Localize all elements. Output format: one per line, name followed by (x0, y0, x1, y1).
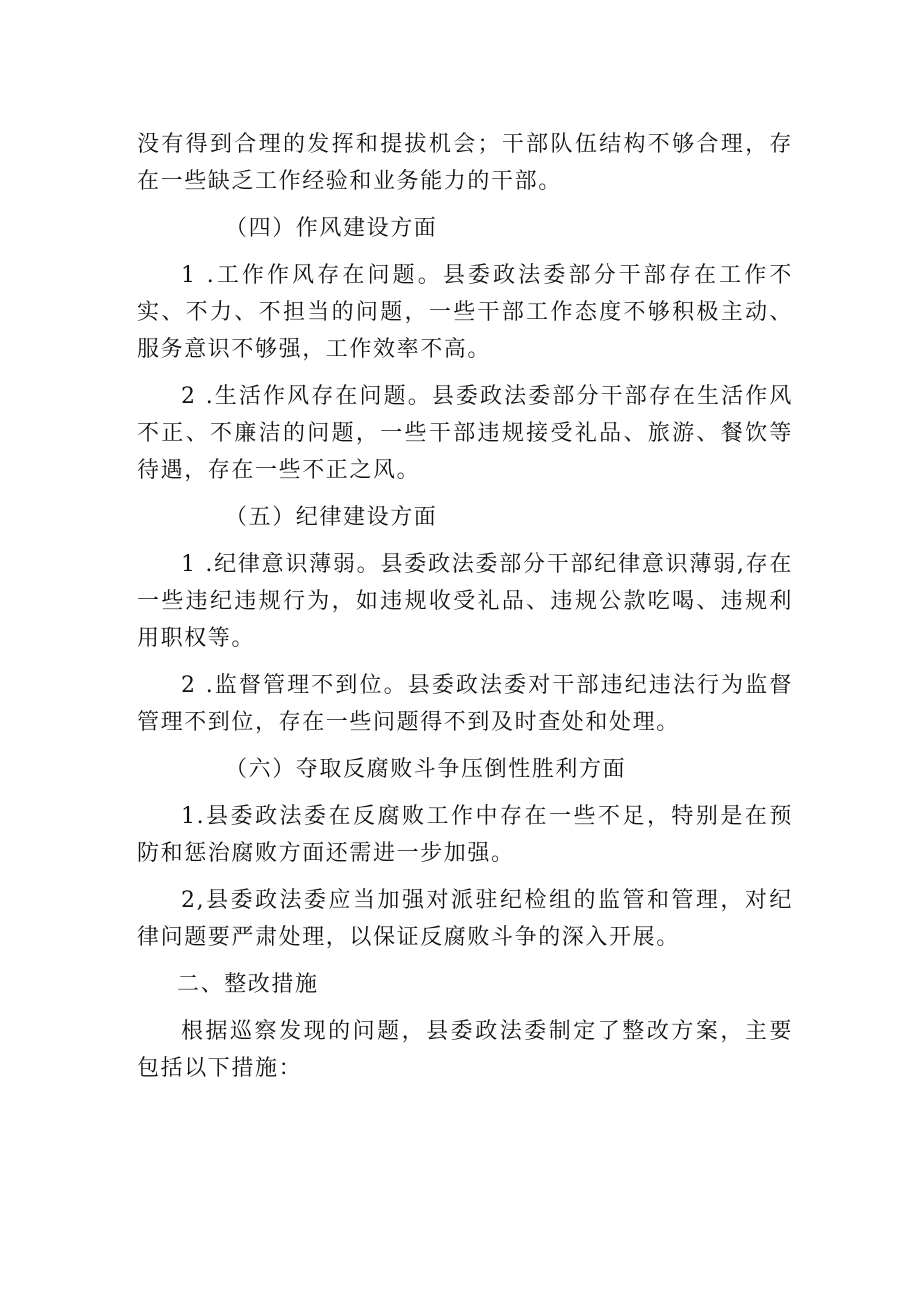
paragraph-4-2: 2 .生活作风存在问题。县委政法委部分干部存在生活作风不正、不廉洁的问题，一些干部违规接受礼品、旅游、餐饮等待遇，存在一些不正之风。 (137, 384, 793, 483)
document-page (137, 126, 793, 1093)
paragraph-4-1: 1 .工作作风存在问题。县委政法委部分干部存在工作不实、不力、不担当的问题，一些干部工作态度不够积极主动、服务意识不够强，工作效率不高。 (137, 263, 793, 362)
section-heading-5: （五）纪律建设方面 (225, 505, 438, 530)
paragraph-6-1: 1.县委政法委在反腐败工作中存在一些不足，特别是在预防和惩治腐败方面还需进一步加强。 (137, 804, 793, 866)
paragraph-5-1: 1 .纪律意识薄弱。县委政法委部分干部纪律意识薄弱,存在一些违纪违规行为，如违规收受礼品、违规公款吃喝、违规利用职权等。 (137, 552, 793, 651)
paragraph-continuation: 没有得到合理的发挥和提拔机会；干部队伍结构不够合理，存在一些缺乏工作经验和业务能力的干部。 (137, 132, 793, 194)
section-heading-4: （四）作风建设方面 (225, 216, 438, 241)
paragraph-5-2: 2 .监督管理不到位。县委政法委对干部违纪违法行为监督管理不到位，存在一些问题得不到及时查处和处理。 (137, 673, 793, 735)
section-heading-6: （六）夺取反腐败斗争压倒性胜利方面 (225, 757, 627, 782)
paragraph-rectification-intro: 根据巡察发现的问题，县委政法委制定了整改方案，主要包括以下措施： (137, 1019, 793, 1081)
heading-rectification-measures: 二、整改措施 (177, 972, 319, 997)
paragraph-6-2: 2,县委政法委应当加强对派驻纪检组的监管和管理，对纪律问题要严肃处理，以保证反腐败斗争的深入开展。 (137, 888, 793, 950)
